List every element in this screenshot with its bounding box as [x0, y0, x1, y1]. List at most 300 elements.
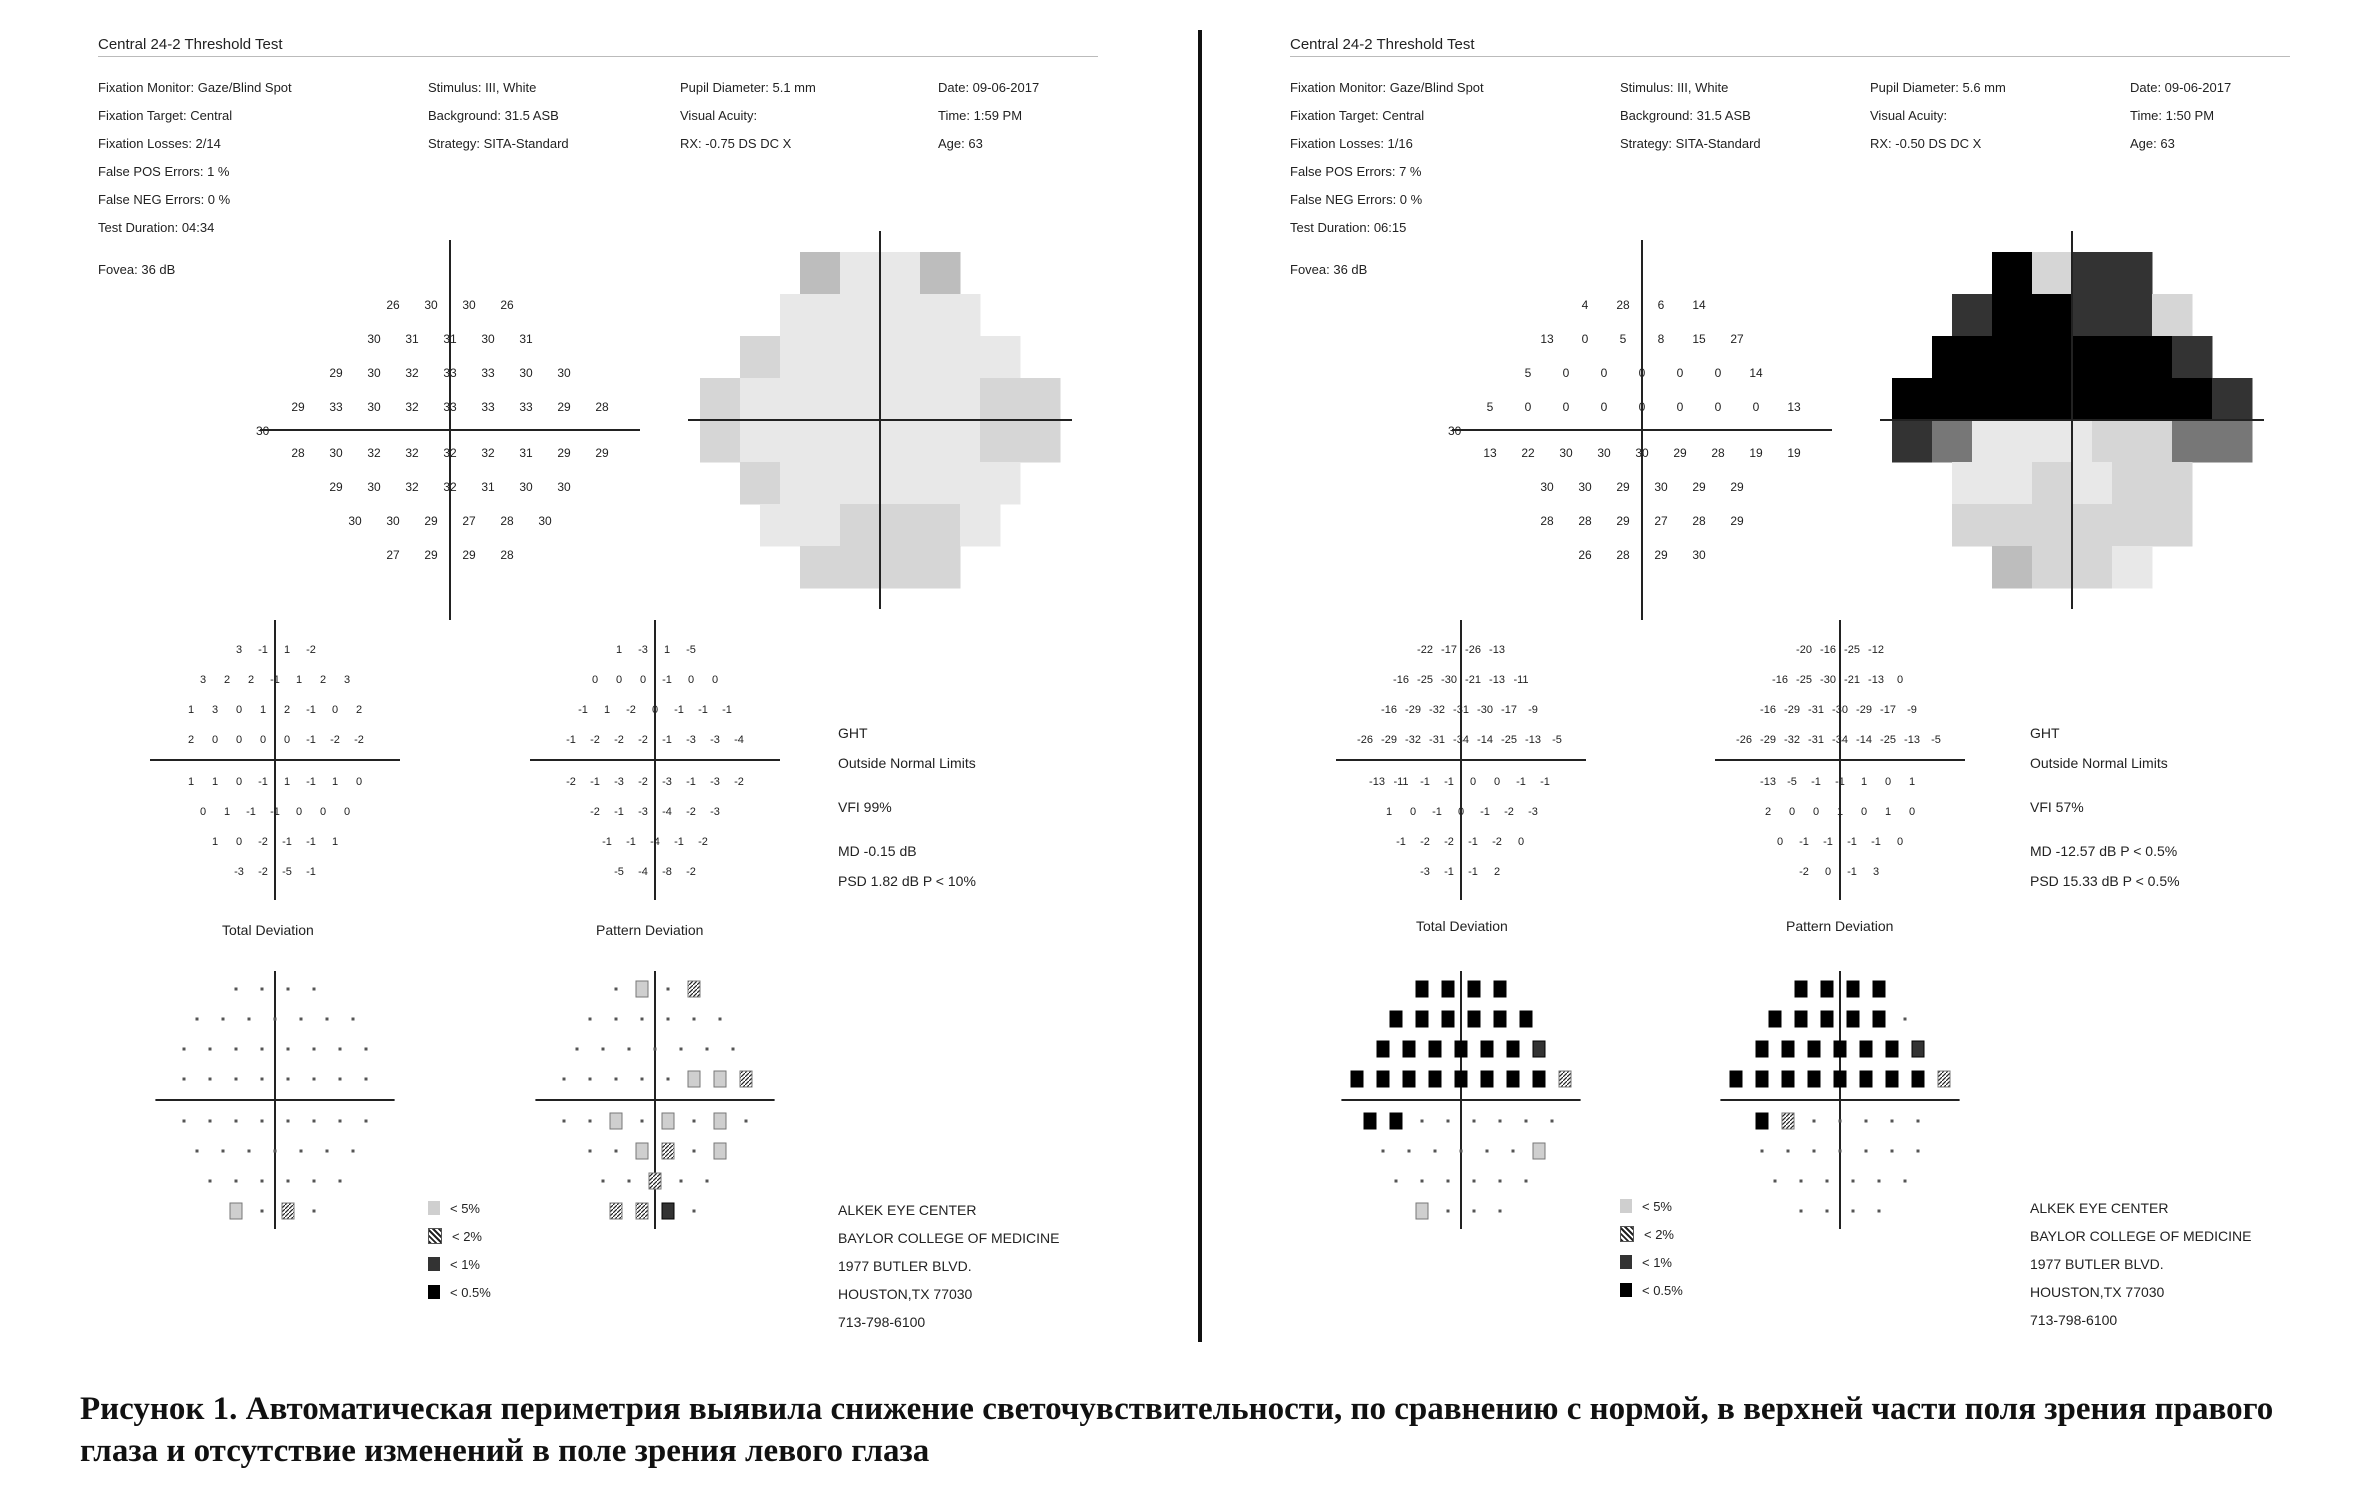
greyscale-cell: [2092, 378, 2133, 421]
total-deviation-prob-dot: [326, 1150, 329, 1153]
total-deviation-prob-symbol: [1507, 1041, 1519, 1057]
total-deviation-prob-dot: [261, 1210, 264, 1213]
total-deviation-prob-symbol: [230, 1203, 242, 1219]
greyscale-cell: [2072, 294, 2113, 337]
total-deviation-prob-dot: [1486, 1150, 1489, 1153]
threshold-cell: 31: [519, 446, 533, 461]
threshold-cell: 33: [443, 400, 457, 415]
pattern-deviation-prob-dot: [706, 1048, 709, 1051]
greyscale-cell: [2112, 294, 2153, 337]
pattern-deviation-prob-dot: [615, 988, 618, 991]
total-deviation-prob-dot: [313, 1180, 316, 1183]
total-deviation-prob-dot: [287, 1180, 290, 1183]
total-deviation-prob-symbol: [1442, 981, 1454, 997]
threshold-cell: 33: [519, 400, 533, 415]
total-deviation-prob-dot: [1408, 1150, 1411, 1153]
pattern-deviation-cell: -1: [578, 703, 588, 716]
total-deviation-cell: -1: [258, 775, 268, 788]
greyscale-cell: [2132, 378, 2173, 421]
pattern-deviation-label: Pattern Deviation: [596, 922, 704, 938]
total-deviation-prob-dot: [235, 1078, 238, 1081]
pattern-deviation-prob-dot: [615, 1078, 618, 1081]
total-deviation-prob-dot: [209, 1180, 212, 1183]
total-deviation-cell: -2: [306, 643, 316, 656]
threshold-cell: 30: [348, 514, 362, 529]
total-deviation-cell: 1: [283, 775, 291, 788]
greyscale-cell: [1992, 252, 2033, 295]
threshold-cell: 0: [1638, 366, 1646, 381]
psd-value: PSD 1.82 dB P < 10%: [838, 873, 976, 889]
pattern-deviation-prob-dot: [1787, 1150, 1790, 1153]
threshold-cell: 33: [329, 400, 343, 415]
pattern-deviation-prob-dot: [1839, 1120, 1842, 1123]
pattern-deviation-prob-symbol: [688, 981, 700, 997]
pattern-deviation-cell: -1: [626, 835, 636, 848]
threshold-cell: 28: [1616, 298, 1630, 313]
total-deviation-cell: -1: [306, 835, 316, 848]
total-deviation-cell: -1: [306, 703, 316, 716]
pattern-deviation-cell: -2: [590, 805, 600, 818]
threshold-cell: 29: [1616, 480, 1630, 495]
threshold-cell: 0: [1562, 400, 1570, 415]
greyscale-cell: [1992, 546, 2033, 589]
pattern-deviation-cell: -5: [1931, 733, 1941, 746]
ght-value: Outside Normal Limits: [2030, 755, 2168, 771]
total-deviation-prob-symbol: [1429, 1071, 1441, 1087]
pattern-deviation-prob-dot: [628, 1180, 631, 1183]
pattern-deviation-prob-dot: [1800, 1210, 1803, 1213]
pattern-deviation-prob-symbol: [636, 981, 648, 997]
pattern-deviation-cell: -25: [1844, 643, 1860, 656]
total-deviation-cell: -26: [1465, 643, 1481, 656]
pattern-deviation-prob-symbol: [714, 1113, 726, 1129]
threshold-cell: 32: [405, 400, 419, 415]
total-deviation-symbols: [155, 971, 394, 1229]
total-deviation-cell: 1: [211, 835, 219, 848]
threshold-cell: 28: [1578, 514, 1592, 529]
pattern-deviation-cell: -2: [1799, 865, 1809, 878]
pattern-deviation-cell: -13: [1904, 733, 1920, 746]
greyscale-map-cells: [1880, 231, 2264, 609]
total-deviation-cell: -29: [1405, 703, 1421, 716]
pattern-deviation-prob-dot: [1826, 1180, 1829, 1183]
greyscale-cell: [2012, 420, 2053, 463]
pattern-deviation-prob-dot: [589, 1078, 592, 1081]
pattern-deviation-cell: 1: [1836, 805, 1844, 818]
pattern-deviation-prob-dot: [1891, 1120, 1894, 1123]
total-deviation-cell: -1: [1432, 805, 1442, 818]
greyscale-cell: [1952, 294, 1993, 337]
total-deviation-cell: -1: [306, 865, 316, 878]
pattern-deviation-symbols: [1720, 971, 1959, 1229]
total-deviation-cell: -2: [330, 733, 340, 746]
total-deviation-cell: -1: [270, 805, 280, 818]
threshold-cell: 30: [1540, 480, 1554, 495]
pattern-deviation-prob-dot: [1839, 1150, 1842, 1153]
header-col-2: Stimulus: III, White Background: 31.5 ASB Strategy: SITA-Standard: [1620, 80, 1761, 151]
threshold-cell: 30: [329, 446, 343, 461]
threshold-cell: 29: [1730, 514, 1744, 529]
total-deviation-cell: -11: [1513, 673, 1529, 686]
total-deviation-prob-symbol: [1416, 981, 1428, 997]
greyscale-cell: [840, 546, 881, 589]
total-deviation-prob-dot: [274, 1018, 277, 1021]
threshold-cell: 29: [424, 548, 438, 563]
pattern-deviation-cell: -1: [566, 733, 576, 746]
threshold-cell: 22: [1521, 446, 1535, 461]
pattern-deviation-cell: -1: [602, 835, 612, 848]
greyscale-cell: [980, 462, 1021, 505]
greyscale-cell: [2092, 420, 2133, 463]
pattern-deviation-prob-dot: [615, 1018, 618, 1021]
total-deviation-prob-dot: [1525, 1180, 1528, 1183]
threshold-cell: 29: [1673, 446, 1687, 461]
greyscale-cell: [820, 420, 861, 463]
pattern-deviation-prob-symbol: [1873, 1011, 1885, 1027]
pattern-deviation-prob-dot: [1891, 1150, 1894, 1153]
threshold-cell: 28: [595, 400, 609, 415]
threshold-cell: 13: [1787, 400, 1801, 415]
pattern-deviation-prob-dot: [589, 1018, 592, 1021]
total-deviation-cell: -1: [282, 835, 292, 848]
pattern-deviation-prob-dot: [563, 1120, 566, 1123]
pattern-deviation-prob-dot: [719, 1018, 722, 1021]
pattern-deviation-cell: -29: [1760, 733, 1776, 746]
pattern-deviation-prob-dot: [563, 1078, 566, 1081]
greyscale-cell: [900, 378, 941, 421]
greyscale-cell: [2112, 546, 2153, 589]
pattern-deviation-prob-symbol: [1782, 1041, 1794, 1057]
pattern-deviation-prob-symbol: [1834, 1041, 1846, 1057]
pattern-deviation-prob-dot: [693, 1150, 696, 1153]
total-deviation-cell: -31: [1453, 703, 1469, 716]
total-deviation-cell: -1: [1468, 865, 1478, 878]
threshold-cell: 26: [500, 298, 514, 313]
total-deviation-prob-symbol: [1533, 1143, 1545, 1159]
threshold-cell: 0: [1752, 400, 1760, 415]
pattern-deviation-prob-dot: [1774, 1180, 1777, 1183]
pattern-deviation-prob-dot: [1800, 1180, 1803, 1183]
greyscale-cell: [2172, 420, 2213, 463]
total-deviation-cell: 0: [1409, 805, 1417, 818]
threshold-cell: 32: [443, 446, 457, 461]
total-deviation-prob-symbol: [1364, 1113, 1376, 1129]
pattern-deviation-cell: 1: [615, 643, 623, 656]
pattern-deviation-cell: -32: [1784, 733, 1800, 746]
total-deviation-cell: 1: [187, 703, 195, 716]
pattern-deviation-prob-dot: [1813, 1150, 1816, 1153]
greyscale-cell: [2152, 504, 2193, 547]
greyscale-cell: [2072, 504, 2113, 547]
pattern-deviation-cell: -3: [638, 643, 648, 656]
total-deviation-cell: -2: [354, 733, 364, 746]
total-deviation-prob-dot: [313, 1120, 316, 1123]
pattern-deviation-cell: -2: [686, 865, 696, 878]
total-deviation-prob-dot: [339, 1078, 342, 1081]
total-deviation-cell: -16: [1393, 673, 1409, 686]
threshold-cell: 30: [367, 400, 381, 415]
total-deviation-cell: -14: [1477, 733, 1493, 746]
pattern-deviation-cell: -5: [686, 643, 696, 656]
pattern-deviation-cell: -1: [1835, 775, 1845, 788]
total-deviation-prob-symbol: [1442, 1011, 1454, 1027]
pattern-deviation-numeric: [1710, 610, 1970, 900]
total-deviation-prob-symbol: [282, 1203, 294, 1219]
total-deviation-prob-dot: [248, 1018, 251, 1021]
total-deviation-cell: 3: [199, 673, 207, 686]
greyscale-cell: [2152, 294, 2193, 337]
total-deviation-prob-dot: [209, 1048, 212, 1051]
total-deviation-cell: 0: [1469, 775, 1477, 788]
threshold-cell: 29: [557, 400, 571, 415]
threshold-cell: 29: [1616, 514, 1630, 529]
threshold-cell: 19: [1749, 446, 1763, 461]
pattern-deviation-numeric: [525, 610, 785, 900]
total-deviation-prob-dot: [1512, 1150, 1515, 1153]
left-eye-report: [0, 0, 1196, 1360]
pattern-deviation-prob-dot: [1878, 1210, 1881, 1213]
vfi-value: VFI 99%: [838, 799, 892, 815]
total-deviation-cell: -32: [1405, 733, 1421, 746]
total-deviation-cell: -17: [1441, 643, 1457, 656]
pattern-deviation-prob-dot: [602, 1180, 605, 1183]
threshold-cell: 5: [1619, 332, 1627, 347]
total-deviation-cell: 0: [1517, 835, 1525, 848]
pattern-deviation-prob-symbol: [636, 1203, 648, 1219]
total-deviation-cell: 0: [283, 733, 291, 746]
total-deviation-prob-symbol: [1377, 1071, 1389, 1087]
greyscale-cell: [740, 336, 781, 379]
threshold-cell: 27: [1730, 332, 1744, 347]
pattern-deviation-cell: 1: [663, 643, 671, 656]
pattern-deviation-prob-symbol: [714, 1143, 726, 1159]
greyscale-cell: [1972, 420, 2013, 463]
greyscale-cell: [2132, 336, 2173, 379]
threshold-cell: 28: [1692, 514, 1706, 529]
threshold-cell: 30: [1597, 446, 1611, 461]
total-deviation-cell: -1: [1396, 835, 1406, 848]
threshold-cell: 28: [1711, 446, 1725, 461]
total-deviation-cell: -1: [306, 775, 316, 788]
threshold-cell: 30: [538, 514, 552, 529]
threshold-cell: 31: [519, 332, 533, 347]
total-deviation-cell: -16: [1381, 703, 1397, 716]
header-col-4: Date: 09-06-2017 Time: 1:59 PM Age: 63: [938, 80, 1040, 151]
pattern-deviation-prob-dot: [641, 1078, 644, 1081]
pattern-deviation-cell: 0: [1896, 673, 1904, 686]
pattern-deviation-cell: -3: [686, 733, 696, 746]
threshold-cell: 31: [405, 332, 419, 347]
greyscale-cell: [2032, 546, 2073, 589]
pattern-deviation-prob-symbol: [1873, 981, 1885, 997]
title-rule: [1290, 56, 2290, 57]
total-deviation-cell: 0: [295, 805, 303, 818]
p2-symbol-icon: [428, 1228, 442, 1244]
threshold-cell: 30: [367, 366, 381, 381]
pattern-deviation-prob-dot: [1904, 1180, 1907, 1183]
total-deviation-cell: -26: [1357, 733, 1373, 746]
pattern-deviation-cell: 3: [1872, 865, 1880, 878]
threshold-cell: 14: [1692, 298, 1706, 313]
pattern-deviation-probability: [1710, 945, 1970, 1245]
threshold-cell: 31: [481, 480, 495, 495]
clinic-address: ALKEK EYE CENTER BAYLOR COLLEGE OF MEDICINE 1977 BUTLER BLVD. HOUSTON,TX 77030 713-798-6100: [838, 1202, 1060, 1330]
total-deviation-probability: [1331, 945, 1591, 1245]
pattern-deviation-cell: -29: [1784, 703, 1800, 716]
total-deviation-prob-dot: [235, 988, 238, 991]
total-deviation-cell: 1: [331, 835, 339, 848]
figure-caption: Рисунок 1. Автоматическая периметрия выявила снижение светочувствительности, по сравнению с нормой, в верхней части поля зрения правого глаза и отсутствие изменений в поле зрения левого глаза: [80, 1391, 2274, 1469]
pattern-deviation-cell: -13: [1760, 775, 1776, 788]
total-deviation-prob-dot: [287, 988, 290, 991]
threshold-cell: 33: [481, 400, 495, 415]
total-deviation-prob-dot: [235, 1180, 238, 1183]
pattern-deviation-prob-dot: [1865, 1150, 1868, 1153]
total-deviation-cell: -2: [1444, 835, 1454, 848]
total-deviation-cell: 2: [187, 733, 195, 746]
threshold-map-axes: [1448, 240, 1832, 620]
pattern-deviation-cell: -31: [1808, 703, 1824, 716]
total-deviation-prob-dot: [1447, 1210, 1450, 1213]
total-deviation-cell: -13: [1525, 733, 1541, 746]
total-deviation-prob-symbol: [1403, 1041, 1415, 1057]
total-deviation-prob-dot: [339, 1120, 342, 1123]
pattern-deviation-cell: 0: [1788, 805, 1796, 818]
pattern-deviation-prob-dot: [1917, 1120, 1920, 1123]
greyscale-cell: [1020, 420, 1061, 463]
pattern-deviation-cell: 2: [1764, 805, 1772, 818]
greyscale-cell: [940, 294, 981, 337]
greyscale-cell: [1952, 462, 1993, 505]
threshold-cell: 30: [386, 514, 400, 529]
total-deviation-cell: -22: [1417, 643, 1433, 656]
total-deviation-prob-symbol: [1429, 1041, 1441, 1057]
total-deviation-cell: -1: [1444, 775, 1454, 788]
total-deviation-prob-dot: [196, 1150, 199, 1153]
psd-value: PSD 15.33 dB P < 0.5%: [2030, 873, 2180, 889]
greyscale-cell: [2072, 252, 2113, 295]
threshold-cell: 29: [595, 446, 609, 461]
greyscale-cell: [2172, 336, 2213, 379]
threshold-cell: 0: [1600, 400, 1608, 415]
pattern-deviation-cell: -9: [1907, 703, 1917, 716]
greyscale-map: [1872, 205, 2272, 635]
total-deviation-cell: -32: [1429, 703, 1445, 716]
threshold-cell: 29: [329, 480, 343, 495]
total-deviation-prob-dot: [248, 1150, 251, 1153]
threshold-cell: 15: [1692, 332, 1706, 347]
total-deviation-numeric: [1331, 610, 1591, 900]
total-deviation-cell: -1: [270, 673, 280, 686]
threshold-cell: 27: [386, 548, 400, 563]
greyscale-cell: [780, 294, 821, 337]
pattern-deviation-cell: -3: [638, 805, 648, 818]
pattern-deviation-cell: -2: [638, 775, 648, 788]
pattern-deviation-cell: 0: [1896, 835, 1904, 848]
total-deviation-prob-dot: [313, 1078, 316, 1081]
total-deviation-prob-symbol: [1377, 1041, 1389, 1057]
threshold-cell: 4: [1581, 298, 1589, 313]
ght-label: GHT: [2030, 725, 2060, 741]
greyscale-cell: [820, 462, 861, 505]
total-deviation-prob-dot: [261, 1078, 264, 1081]
pattern-deviation-prob-dot: [589, 1120, 592, 1123]
pattern-deviation-prob-symbol: [1860, 1041, 1872, 1057]
threshold-cell: 30: [1692, 548, 1706, 563]
threshold-cell: 30: [519, 480, 533, 495]
threshold-cell: 13: [1483, 446, 1497, 461]
total-deviation-cell: 0: [343, 805, 351, 818]
pattern-deviation-prob-symbol: [1808, 1071, 1820, 1087]
total-deviation-cell: -31: [1429, 733, 1445, 746]
greyscale-cell: [2152, 462, 2193, 505]
p1-symbol-icon: [1620, 1255, 1632, 1269]
pattern-deviation-cell: -1: [674, 703, 684, 716]
threshold-cell: 30: [367, 332, 381, 347]
pattern-deviation-prob-symbol: [1886, 1071, 1898, 1087]
total-deviation-cell: 0: [319, 805, 327, 818]
total-deviation-prob-dot: [209, 1078, 212, 1081]
total-deviation-prob-dot: [1473, 1120, 1476, 1123]
greyscale-cell: [2012, 378, 2053, 421]
total-deviation-cell: 2: [1493, 865, 1501, 878]
greyscale-cell: [740, 378, 781, 421]
threshold-cell: 0: [1714, 366, 1722, 381]
threshold-cell: 30: [557, 480, 571, 495]
total-deviation-prob-dot: [352, 1018, 355, 1021]
total-deviation-cell: -3: [1420, 865, 1430, 878]
pattern-deviation-cell: -5: [1787, 775, 1797, 788]
greyscale-cell: [900, 462, 941, 505]
total-deviation-cell: -25: [1501, 733, 1517, 746]
total-deviation-prob-dot: [222, 1018, 225, 1021]
axis-label: 30: [256, 424, 270, 438]
total-deviation-cell: -34: [1453, 733, 1469, 746]
pattern-deviation-cell: -2: [566, 775, 576, 788]
greyscale-cell: [960, 504, 1001, 547]
total-deviation-prob-dot: [261, 1180, 264, 1183]
header-col-3: Pupil Diameter: 5.1 mm Visual Acuity: RX: -0.75 DS DC X: [680, 80, 816, 151]
pattern-deviation-cell: -4: [638, 865, 648, 878]
threshold-cell: 0: [1714, 400, 1722, 415]
pattern-deviation-prob-symbol: [1756, 1041, 1768, 1057]
total-deviation-prob-symbol: [1351, 1071, 1363, 1087]
greyscale-cell: [1932, 378, 1973, 421]
total-deviation-prob-dot: [300, 1018, 303, 1021]
total-deviation-cell: -1: [258, 643, 268, 656]
total-deviation-cell: -2: [1504, 805, 1514, 818]
threshold-cell: 32: [367, 446, 381, 461]
pattern-deviation-cell: 1: [1860, 775, 1868, 788]
pattern-deviation-prob-symbol: [610, 1113, 622, 1129]
pattern-deviation-cell: 0: [651, 703, 659, 716]
header-col-1: Fixation Monitor: Gaze/Blind Spot Fixation Target: Central Fixation Losses: 2/14 False POS Errors: 1 % False NEG Errors: 0 % Test Duration: 04:34: [98, 80, 292, 235]
global-indices: [2030, 718, 2180, 896]
threshold-cell: 8: [1657, 332, 1665, 347]
greyscale-cell: [880, 252, 921, 295]
greyscale-cell: [2032, 294, 2073, 337]
threshold-map: [250, 230, 650, 630]
greyscale-cell: [800, 546, 841, 589]
pattern-deviation-cell: -16: [1820, 643, 1836, 656]
total-deviation-prob-symbol: [1390, 1011, 1402, 1027]
greyscale-cell: [2112, 252, 2153, 295]
greyscale-cell: [940, 378, 981, 421]
greyscale-cell: [1992, 504, 2033, 547]
pattern-deviation-cell: -26: [1736, 733, 1752, 746]
pattern-deviation-cell: 0: [1812, 805, 1820, 818]
total-deviation-prob-symbol: [1416, 1203, 1428, 1219]
